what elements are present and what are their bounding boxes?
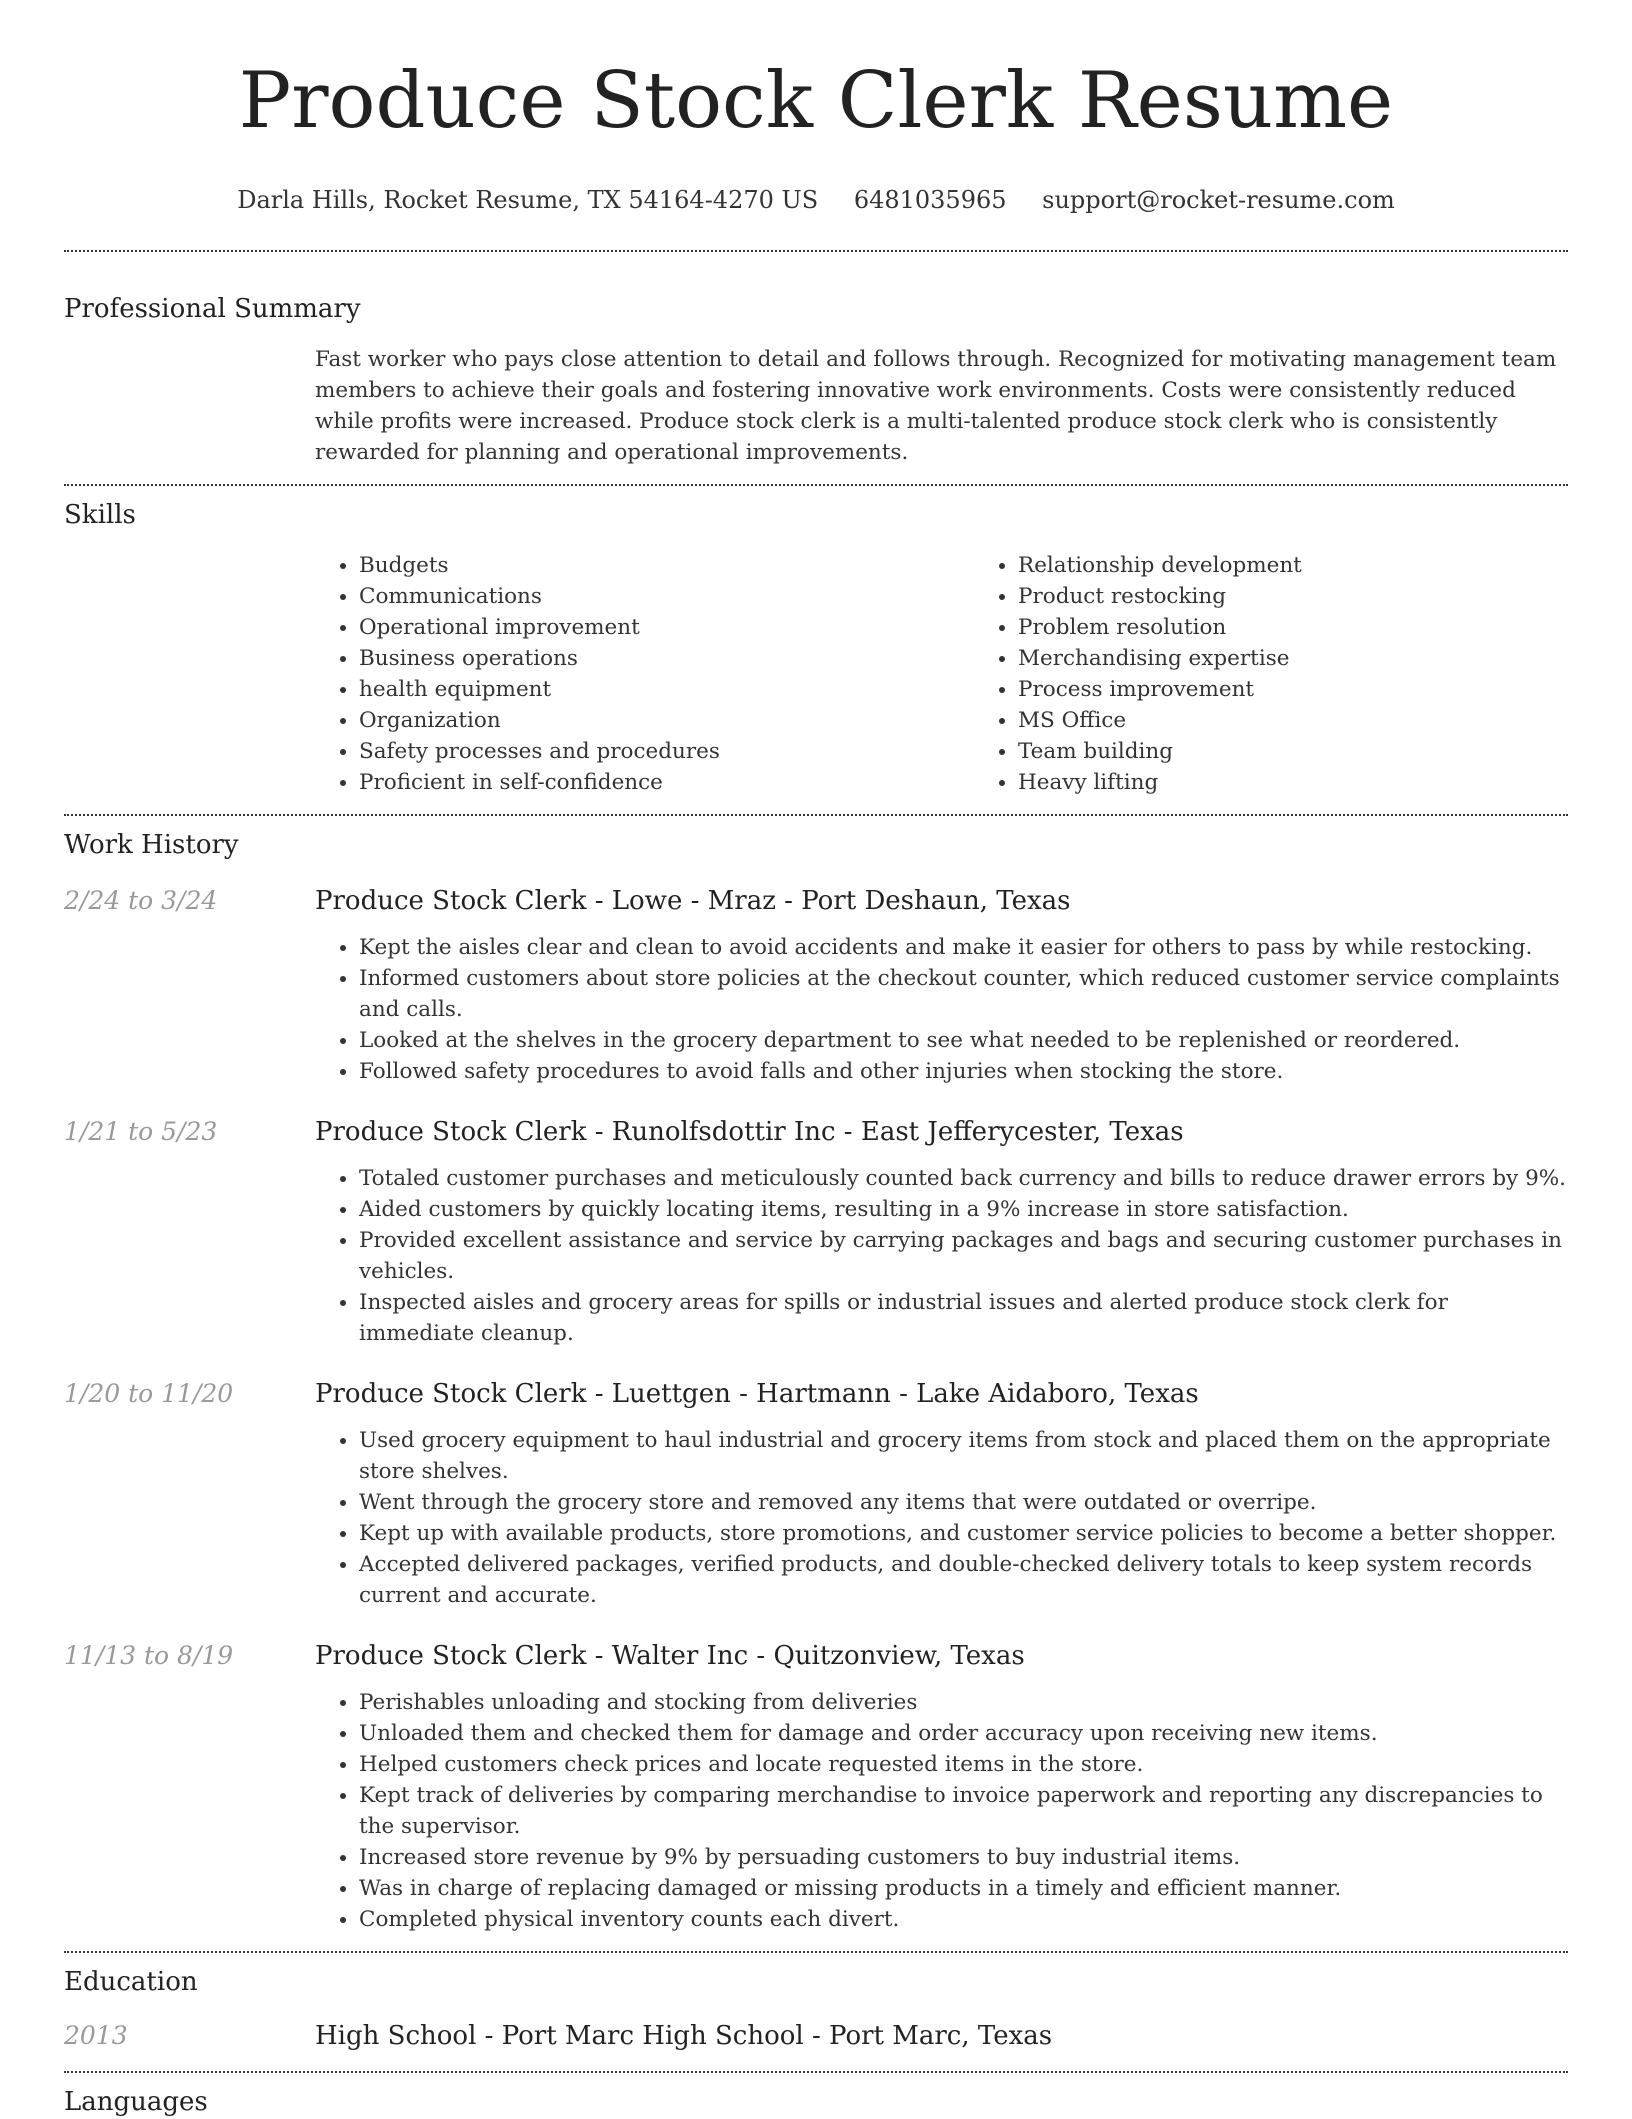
divider-work: [64, 1951, 1568, 1953]
contact-address: Darla Hills, Rocket Resume, TX 54164-4270 US: [237, 186, 819, 214]
job-bullet: • Provided excellent assistance and service by carrying packages and bags and securing customer purchases in vehicles.: [359, 1225, 1568, 1287]
skill-item: • Organization: [359, 705, 974, 736]
languages-heading: Languages: [64, 2087, 208, 2117]
summary-section: [64, 292, 1568, 468]
job-title: Produce Stock Clerk - Luettgen - Hartmann - Lake Aidaboro, Texas: [315, 1379, 1199, 1409]
job-bullet: • Aided customers by quickly locating items, resulting in a 9% increase in store satisfaction.: [359, 1194, 1568, 1225]
languages-section: [64, 2085, 1568, 2119]
skills-list-left: [315, 550, 974, 798]
skill-item: • MS Office: [1018, 705, 1632, 736]
job-bullet: • Looked at the shelves in the grocery department to see what needed to be replenished or reordered.: [359, 1025, 1568, 1056]
education-entry: High School - Port Marc High School - Port Marc, Texas: [315, 2021, 1053, 2051]
divider-skills: [64, 814, 1568, 816]
job-bullet: • Kept track of deliveries by comparing merchandise to invoice paperwork and reporting any discrepancies to the supervisor.: [359, 1780, 1568, 1842]
job-bullets: [315, 1163, 1568, 1349]
skill-item: • Product restocking: [1018, 581, 1632, 612]
job-dates: 1/21 to 5/23: [64, 1117, 218, 1146]
divider-education: [64, 2071, 1568, 2073]
divider-summary: [64, 484, 1568, 486]
skill-item: • Merchandising expertise: [1018, 643, 1632, 674]
job-bullet: • Totaled customer purchases and meticulously counted back currency and bills to reduce drawer errors by 9%.: [359, 1163, 1568, 1194]
work-section: [64, 828, 1568, 1935]
contact-phone: 6481035965: [853, 186, 1007, 214]
job-title: Produce Stock Clerk - Walter Inc - Quitzonview, Texas: [315, 1641, 1025, 1671]
job-entry: [64, 1639, 1568, 1935]
skill-item: • Relationship development: [1018, 550, 1632, 581]
job-bullet: • Kept up with available products, store promotions, and customer service policies to become a better shopper.: [359, 1518, 1568, 1549]
job-bullet: • Followed safety procedures to avoid falls and other injuries when stocking the store.: [359, 1056, 1568, 1087]
skills-heading: Skills: [64, 500, 136, 530]
skill-item: • Communications: [359, 581, 974, 612]
job-dates: 1/20 to 11/20: [64, 1379, 234, 1408]
contact-email: support@rocket-resume.com: [1042, 186, 1395, 214]
skills-list-right: [974, 550, 1632, 798]
job-title: Produce Stock Clerk - Lowe - Mraz - Port Deshaun, Texas: [315, 886, 1071, 916]
job-bullets: [315, 932, 1568, 1087]
job-bullets: [315, 1687, 1568, 1935]
contact-line: [64, 184, 1568, 216]
job-dates: 2/24 to 3/24: [64, 886, 218, 915]
skill-item: • Budgets: [359, 550, 974, 581]
job-bullet: • Informed customers about store policies at the checkout counter, which reduced customer service complaints and calls.: [359, 963, 1568, 1025]
job-title: Produce Stock Clerk - Runolfsdottir Inc - East Jefferycester, Texas: [315, 1117, 1184, 1147]
skill-item: • health equipment: [359, 674, 974, 705]
job-bullet: • Went through the grocery store and removed any items that were outdated or overripe.: [359, 1487, 1568, 1518]
skill-item: • Business operations: [359, 643, 974, 674]
job-bullet: • Was in charge of replacing damaged or missing products in a timely and efficient manner.: [359, 1873, 1568, 1904]
skill-item: • Problem resolution: [1018, 612, 1632, 643]
skill-item: • Safety processes and procedures: [359, 736, 974, 767]
summary-text: Fast worker who pays close attention to detail and follows through. Recognized for motivating management team members to achieve their goals and fostering innovative work environments. Costs were consistently reduced while profits were increased. Produce stock clerk is a multi-talented produce stock clerk who is consistently rewarded for planning and operational improvements.: [315, 347, 1557, 465]
job-bullet: • Unloaded them and checked them for damage and order accuracy upon receiving new items.: [359, 1718, 1568, 1749]
skill-item: • Process improvement: [1018, 674, 1632, 705]
job-bullet: • Completed physical inventory counts each divert.: [359, 1904, 1568, 1935]
resume-title: Produce Stock Clerk Resume: [238, 56, 1394, 146]
education-heading: Education: [64, 1967, 198, 1997]
divider-header: [64, 250, 1568, 252]
job-bullet: • Inspected aisles and grocery areas for spills or industrial issues and alerted produce stock clerk for immediate cleanup.: [359, 1287, 1568, 1349]
summary-heading: Professional Summary: [64, 294, 361, 324]
job-entry: [64, 1115, 1568, 1349]
skill-item: • Team building: [1018, 736, 1632, 767]
job-bullet: • Perishables unloading and stocking from deliveries: [359, 1687, 1568, 1718]
job-bullet: • Accepted delivered packages, verified products, and double-checked delivery totals to keep system records current and accurate.: [359, 1549, 1568, 1611]
job-entry: [64, 884, 1568, 1087]
job-dates: 11/13 to 8/19: [64, 1641, 234, 1670]
work-heading: Work History: [64, 830, 239, 860]
education-section: [64, 1965, 1568, 2053]
skill-item: • Proficient in self-confidence: [359, 767, 974, 798]
skills-section: [64, 498, 1568, 798]
skill-item: • Operational improvement: [359, 612, 974, 643]
education-year: 2013: [64, 2021, 128, 2050]
skill-item: • Heavy lifting: [1018, 767, 1632, 798]
job-bullet: • Increased store revenue by 9% by persuading customers to buy industrial items.: [359, 1842, 1568, 1873]
job-bullet: • Kept the aisles clear and clean to avoid accidents and make it easier for others to pass by while restocking.: [359, 932, 1568, 963]
job-bullet: • Used grocery equipment to haul industrial and grocery items from stock and placed them on the appropriate store shelves.: [359, 1425, 1568, 1487]
job-entry: [64, 1377, 1568, 1611]
job-bullet: • Helped customers check prices and locate requested items in the store.: [359, 1749, 1568, 1780]
job-bullets: [315, 1425, 1568, 1611]
